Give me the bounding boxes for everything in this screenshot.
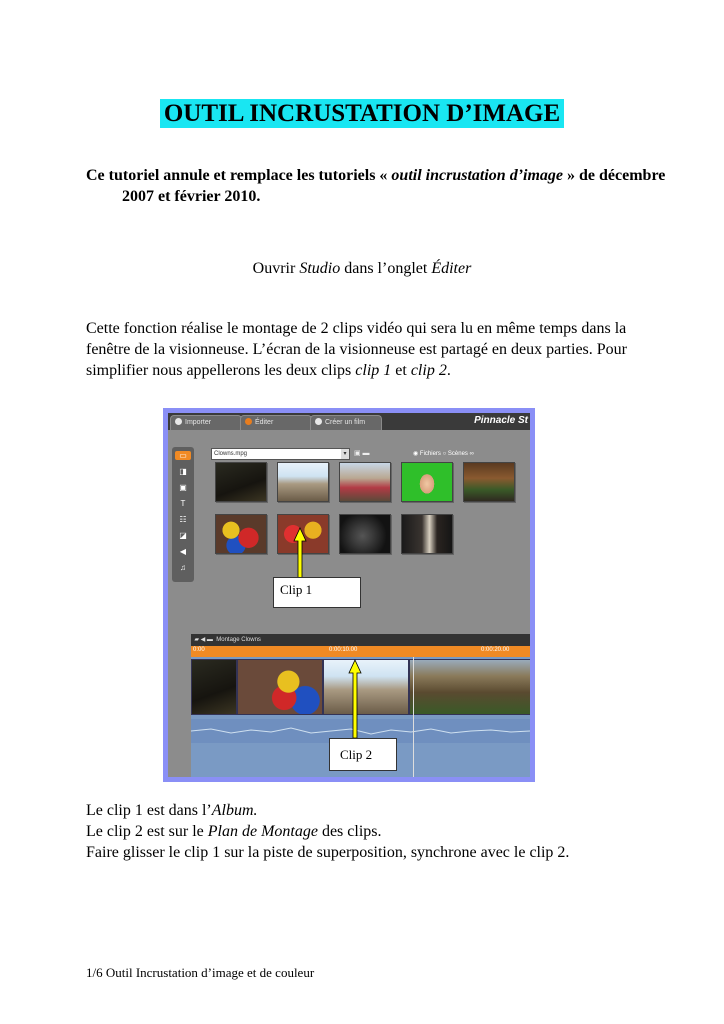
tab-editer[interactable]: Éditer (240, 415, 312, 430)
sound-effects-icon[interactable]: ◀ (179, 547, 187, 556)
menus-icon[interactable]: ☷ (179, 515, 187, 524)
folder-icons[interactable]: ▣ ▬ (354, 450, 370, 457)
music-icon[interactable]: ♫ (180, 563, 186, 572)
timeline-gutter (168, 634, 191, 777)
timeline-header: ▰ ◀ ▬ Montage Clowns (191, 634, 530, 646)
album-thumbnail[interactable] (215, 462, 267, 502)
studio-screenshot (163, 408, 535, 782)
timeline-clip-clip2[interactable] (323, 659, 409, 715)
intro-paragraph: Ce tutoriel annule et remplace les tutoriels « outil incrustation d’image » de décembre 2007 et février 2010. (86, 167, 666, 205)
timeline-clip[interactable] (237, 659, 323, 715)
file-dropdown[interactable]: Clowns.mpg ▾ (211, 448, 350, 460)
titles-icon[interactable]: T (180, 499, 186, 508)
timeline-clip[interactable] (409, 659, 530, 715)
album-thumbnail[interactable] (339, 514, 391, 554)
album-sidebar (172, 447, 194, 582)
album-thumbnail[interactable] (401, 514, 453, 554)
studio-window (168, 413, 530, 777)
clip1-arrow-icon (293, 527, 307, 581)
instruction-line-2: Le clip 2 est sur le Plan de Montage des clips. (86, 823, 382, 840)
description-paragraph: Cette fonction réalise le montage de 2 clips vidéo qui sera lu en même temps dans la fenêtre de la visionneuse. L’écran de la visionneuse est partagé en deux parties. Pour simplifier nous appellerons les deux clips clip 1 et clip 2. (86, 320, 627, 379)
album-thumbnail[interactable] (215, 514, 267, 554)
page-title: OUTIL INCRUSTATION D’IMAGE (0, 100, 724, 128)
album-thumbnail[interactable] (277, 462, 329, 502)
album-thumbnail[interactable] (463, 462, 515, 502)
brand-logo: Pinnacle St (474, 415, 528, 426)
tab-bar (168, 413, 530, 430)
open-instruction: Ouvrir Studio dans l’onglet Éditer (252, 260, 472, 277)
page-footer: 1/6 Outil Incrustation d’image et de couleur (86, 965, 315, 980)
clip2-callout: Clip 2 (329, 738, 397, 771)
clip1-callout: Clip 1 (273, 577, 361, 608)
tab-importer[interactable]: Importer (170, 415, 242, 430)
transitions-icon[interactable]: ◨ (179, 467, 187, 476)
clip2-arrow-icon (348, 659, 362, 739)
album-thumbnail[interactable] (401, 462, 453, 502)
instructions-paragraph (86, 800, 666, 863)
video-album-icon[interactable]: ▭ (175, 451, 191, 460)
instruction-line-3: Faire glisser le clip 1 sur la piste de superposition, synchrone avec le clip 2. (86, 844, 570, 861)
playhead[interactable] (413, 657, 414, 777)
chevron-down-icon: ▾ (341, 449, 349, 459)
timeline-clip[interactable] (191, 659, 237, 715)
tab-creer-un-film[interactable]: Créer un film (310, 415, 382, 430)
disc-menus-icon[interactable]: ◪ (179, 531, 187, 540)
album-thumbnail[interactable] (339, 462, 391, 502)
instruction-line-1: Le clip 1 est dans l’Album. (86, 802, 258, 819)
still-images-icon[interactable]: ▣ (179, 483, 187, 492)
view-radio-group[interactable]: ◉ Fichiers ○ Scènes ∞ (413, 451, 474, 457)
timeline-ruler[interactable]: 0:00 0:00:10.00 0:00:20.00 (191, 646, 530, 657)
